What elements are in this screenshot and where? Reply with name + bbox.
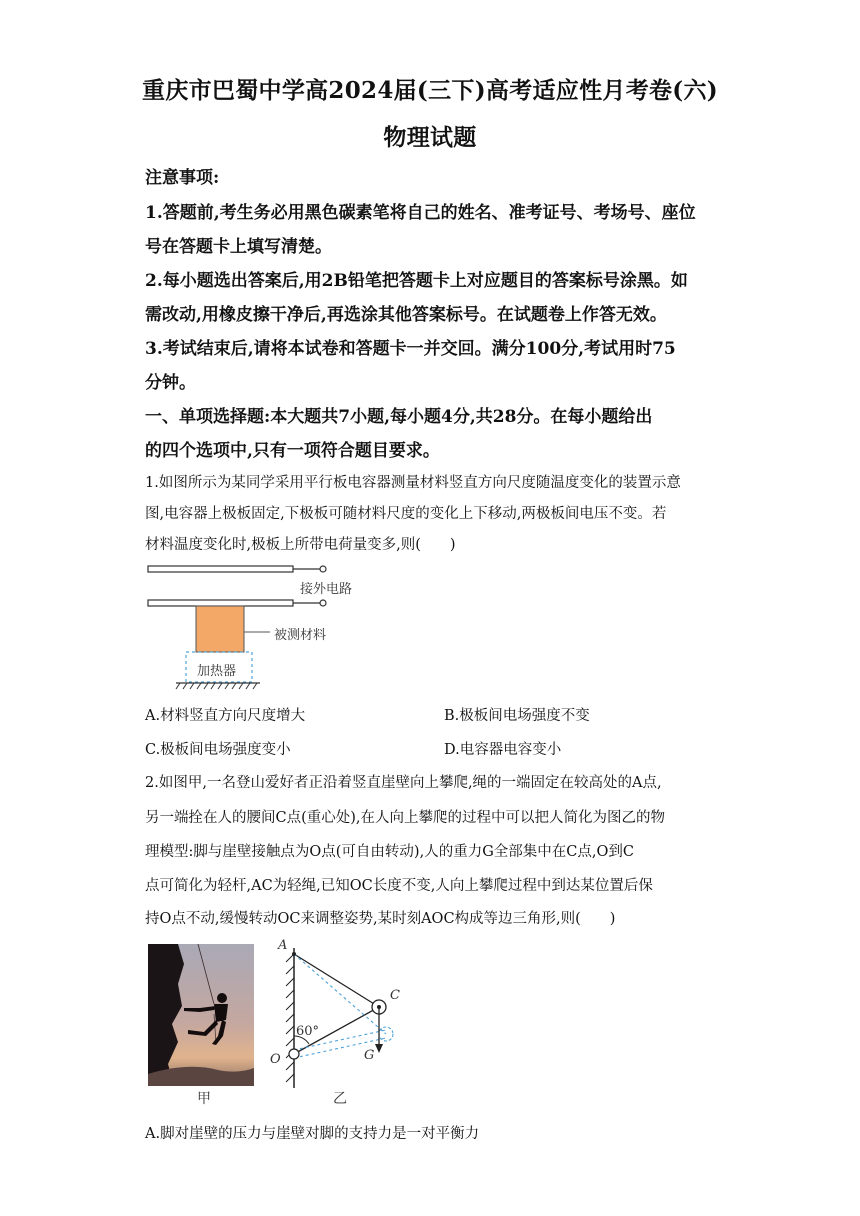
label-material: 被测材料 [274,628,327,643]
exam-subject-title: 物理试题 [383,124,477,151]
label-heater: 加热器 [197,664,237,679]
q1-stem-line-3: 材料温度变化时,极板上所带电荷量变多,则( ) [145,537,456,553]
section-1-heading-line-1: 一、单项选择题:本大题共7小题,每小题4分,共28分。在每小题给出 [145,407,653,427]
notice-item-3-line-2: 分钟。 [145,373,196,393]
section-1-heading-line-2: 的四个选项中,只有一项符合题目要求。 [145,441,440,461]
ground-hatch [176,683,257,689]
upper-plate [148,566,293,572]
q2-stem-line-1: 2.如图甲,一名登山爱好者正沿着竖直崖壁向上攀爬,绳的一端固定在较高处的A点, [145,775,662,791]
q1-option-d: D.电容器电容变小 [444,742,562,758]
gravity-G-label: G [364,1048,375,1063]
q1-option-a: A.材料竖直方向尺度增大 [145,708,306,724]
point-A-label: A [278,938,288,953]
point-O-label: O [270,1052,281,1067]
q2-stem-line-3: 理模型:脚与崖壁接触点为O点(可自由转动),人的重力G全部集中在C点,O到C [145,844,634,860]
label-external-circuit: 接外电路 [300,582,353,597]
q1-option-b: B.极板间电场强度不变 [444,708,590,724]
q2-model-diagram [272,940,412,1090]
q1-option-c: C.极板间电场强度变小 [145,742,291,758]
q1-stem-line-2: 图,电容器上极板固定,下极板可随材料尺度的变化上下移动,两极板间电压不变。若 [145,506,667,522]
notice-heading: 注意事项: [145,168,220,188]
caption-yi: 乙 [333,1091,347,1107]
q2-option-a: A.脚对崖壁的压力与崖壁对脚的支持力是一对平衡力 [145,1126,480,1142]
notice-item-1-line-2: 号在答题卡上填写清楚。 [145,237,332,257]
material-block [196,606,244,652]
q1-stem-line-1: 1.如图所示为某同学采用平行板电容器测量材料竖直方向尺度随温度变化的装置示意 [145,475,681,491]
point-C-label: C [390,988,400,1003]
lower-plate [148,600,293,606]
notice-item-2-line-2: 需改动,用橡皮擦干净后,再选涂其他答案标号。在试题卷上作答无效。 [145,305,667,325]
q2-climber-photo [148,944,254,1086]
notice-item-3-line-1: 3.考试结束后,请将本试卷和答题卡一并交回。满分100分,考试用时75 [145,339,676,359]
wall-hatch [286,954,294,1082]
lower-terminal [320,600,326,606]
upper-terminal [320,566,326,572]
q2-stem-line-5: 持O点不动,缓慢转动OC来调整姿势,某时刻AOC构成等边三角形,则( ) [145,911,616,927]
q2-stem-line-4: 点可简化为轻杆,AC为轻绳,已知OC长度不变,人向上攀爬过程中到达某位置后保 [145,878,653,894]
exam-title: 重庆市巴蜀中学高2024届(三下)高考适应性月考卷(六) [142,77,718,104]
caption-jia: 甲 [197,1091,211,1107]
q2-stem-line-2: 另一端拴在人的腰间C点(重心处),在人向上攀爬的过程中可以把人简化为图乙的物 [145,810,666,826]
notice-item-1-line-1: 1.答题前,考生务必用黑色碳素笔将自己的姓名、准考证号、考场号、座位 [145,203,696,223]
point-O-marker [289,1049,299,1059]
rope-AC [294,954,379,1007]
angle-60-label: 60° [296,1024,320,1039]
notice-item-2-line-1: 2.每小题选出答案后,用2B铅笔把答题卡上对应题目的答案标号涂黑。如 [145,271,688,291]
